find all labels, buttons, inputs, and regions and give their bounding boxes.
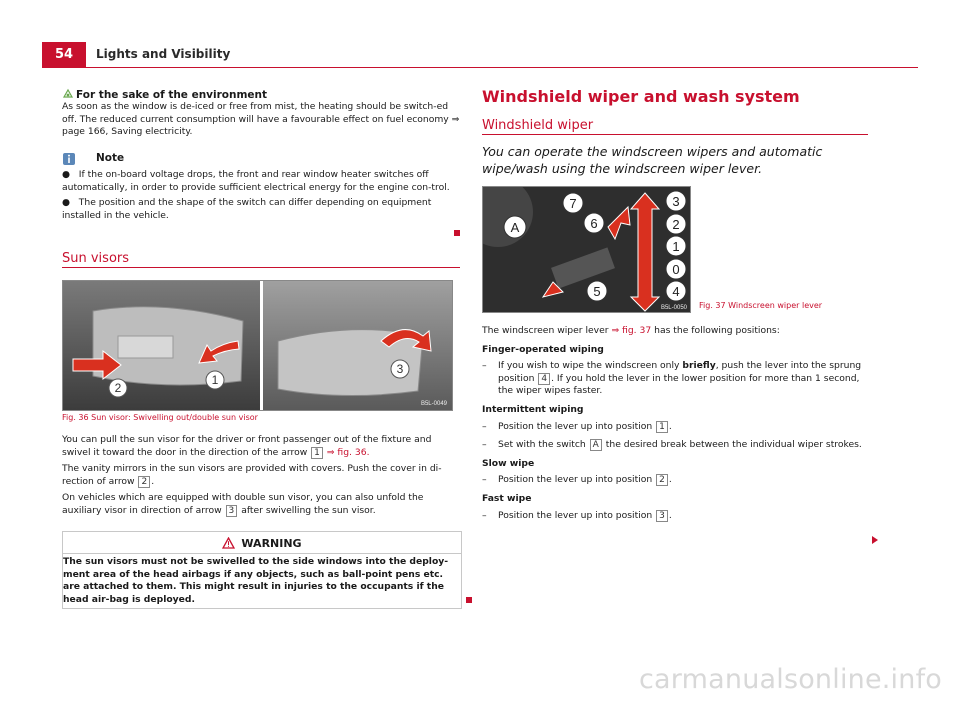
text-run: , push the lever into the sprung position — [498, 360, 862, 384]
list-item — [482, 510, 868, 523]
figure-label: 2 — [672, 217, 680, 232]
text-run: . — [668, 420, 672, 432]
leaf-recycle-icon — [62, 88, 74, 100]
dash: – — [482, 474, 487, 486]
text-run: You can pull the sun visor for the driver or front passenger out of the fixture and swivel it toward the door in the direction of the arrow — [62, 434, 432, 458]
section-end-mark — [466, 597, 472, 603]
text-run: . — [668, 474, 672, 486]
callout-number: 2 — [138, 476, 150, 488]
figure-label: 5 — [593, 284, 601, 299]
figure-label: 7 — [569, 196, 577, 211]
paragraph — [62, 492, 460, 517]
note-heading: Note — [96, 152, 125, 164]
list-item — [482, 439, 868, 452]
text-run: after swivelling the sun visor. — [241, 504, 376, 516]
figure-label: 2 — [114, 381, 122, 395]
text-run: the desired break between the individual wiper strokes. — [605, 439, 862, 451]
text-run: . — [151, 475, 155, 487]
figure-caption: Fig. 36 Sun visor: Swivelling out/double sun visor — [62, 413, 258, 422]
warning-divider — [63, 553, 461, 554]
callout-number: 3 — [226, 505, 238, 517]
text-run: If you wish to wipe the windscreen only — [498, 360, 680, 372]
wiper-intro: You can operate the windscreen wipers and automatic wipe/wash using the windscreen wiper lever. — [482, 144, 823, 176]
figure-label: A — [510, 220, 520, 235]
warning-text: The sun visors must not be swivelled to the side windows into the deploy-ment area of the head airbags if any objects, such as ball-point pens etc. are attached to them. This might result in injuries to the occupants if the head air-bag is deployed. — [63, 556, 449, 605]
figure-link[interactable]: ⇒ fig. 37 — [611, 325, 652, 336]
note-bullet: ● If the on-board voltage drops, the front and rear window heater switches off automatically, in order to provide sufficient electrical energy for the engine con-trol. — [62, 169, 450, 193]
subheading: Finger-operated wiping — [482, 343, 604, 355]
figure-label: 4 — [672, 284, 680, 299]
list-item — [482, 360, 868, 398]
info-icon — [62, 152, 76, 166]
paragraph — [62, 463, 460, 488]
text-run: . — [668, 509, 672, 521]
wiper-section-title: Windshield wiper and wash system — [482, 87, 800, 106]
dash: – — [482, 360, 487, 372]
subheading: Intermittent wiping — [482, 403, 584, 415]
callout-number: 1 — [656, 421, 668, 433]
subheading: Slow wipe — [482, 457, 535, 469]
note-bullet-text: If the on-board voltage drops, the front and rear window heater switches off automatically, in order to provide sufficient electrical energy for the engine con-trol. — [62, 169, 450, 193]
paragraph — [62, 434, 460, 459]
text-run: Position the lever up into position — [498, 420, 653, 432]
text-run: The vanity mirrors in the sun visors are provided with covers. Push the cover in di-rection of arrow — [62, 463, 442, 487]
figure-code: B5L-0050 — [660, 305, 687, 311]
wiper-text — [482, 325, 868, 528]
callout-number: 1 — [311, 447, 323, 459]
figure-link[interactable]: ⇒ fig. 36. — [326, 446, 370, 458]
environment-text: As soon as the window is de-iced or free from mist, the heating should be switch-ed off. The reduced current consumption will have a favourable effect on fuel economy ⇒ page 166, Saving electricity. — [62, 101, 460, 138]
wiper-subtitle: Windshield wiper — [482, 118, 594, 133]
continue-arrow-icon — [871, 536, 879, 544]
callout-number: 2 — [656, 474, 668, 486]
sun-visor-text — [62, 434, 460, 522]
callout-number: A — [590, 439, 602, 451]
figure-label: 3 — [396, 362, 404, 376]
figure-label: 6 — [590, 216, 598, 231]
text-run: . If you hold the lever in the lower position for more than 1 second, the wiper wipes faster. — [498, 372, 860, 397]
warning-header — [63, 532, 461, 552]
callout-number: 3 — [656, 510, 668, 522]
watermark: carmanualsonline.info — [639, 664, 942, 695]
text-run: On vehicles which are equipped with double sun visor, you can also unfold the auxiliary visor in direction of arrow — [62, 492, 424, 516]
header-rule — [42, 67, 918, 68]
environment-heading: For the sake of the environment — [76, 89, 268, 101]
subheading: Fast wipe — [482, 492, 532, 504]
warning-heading: WARNING — [241, 537, 302, 550]
list-item — [482, 474, 868, 487]
page-number: 54 — [42, 42, 86, 68]
paragraph — [482, 325, 868, 338]
text-run: Position the lever up into position — [498, 509, 653, 521]
text-run: Set with the switch — [498, 439, 586, 451]
figure-label: 3 — [672, 194, 680, 209]
callout-number: 4 — [538, 373, 550, 385]
wiper-lever-figure — [482, 186, 691, 313]
running-title: Lights and Visibility — [96, 47, 231, 61]
figure-code: B5L-0049 — [420, 401, 447, 407]
warning-box — [62, 531, 462, 609]
note-bullet-text: The position and the shape of the switch can differ depending on equipment installed in the vehicle. — [62, 197, 432, 221]
figure-caption: Fig. 37 Windscreen wiper lever — [699, 301, 823, 310]
sun-visor-figure — [62, 280, 453, 411]
figure-label: 0 — [672, 262, 680, 277]
emphasis: briefly — [682, 360, 716, 372]
section-end-mark — [454, 230, 460, 236]
section-rule — [62, 267, 460, 268]
text-run: Position the lever up into position — [498, 474, 653, 486]
text-run: has the following positions: — [654, 325, 780, 336]
list-item — [482, 421, 868, 434]
warning-triangle-icon — [222, 537, 235, 549]
section-rule — [482, 134, 868, 135]
note-list — [62, 169, 460, 225]
dash: – — [482, 439, 487, 451]
dash: – — [482, 509, 487, 521]
text-run: The windscreen wiper lever — [482, 325, 609, 336]
figure-label: 1 — [672, 239, 680, 254]
figure-label: 1 — [211, 373, 219, 387]
dash: – — [482, 420, 487, 432]
note-bullet: ● The position and the shape of the switch can differ depending on equipment installed in the vehicle. — [62, 197, 432, 221]
sun-visors-title: Sun visors — [62, 251, 130, 266]
